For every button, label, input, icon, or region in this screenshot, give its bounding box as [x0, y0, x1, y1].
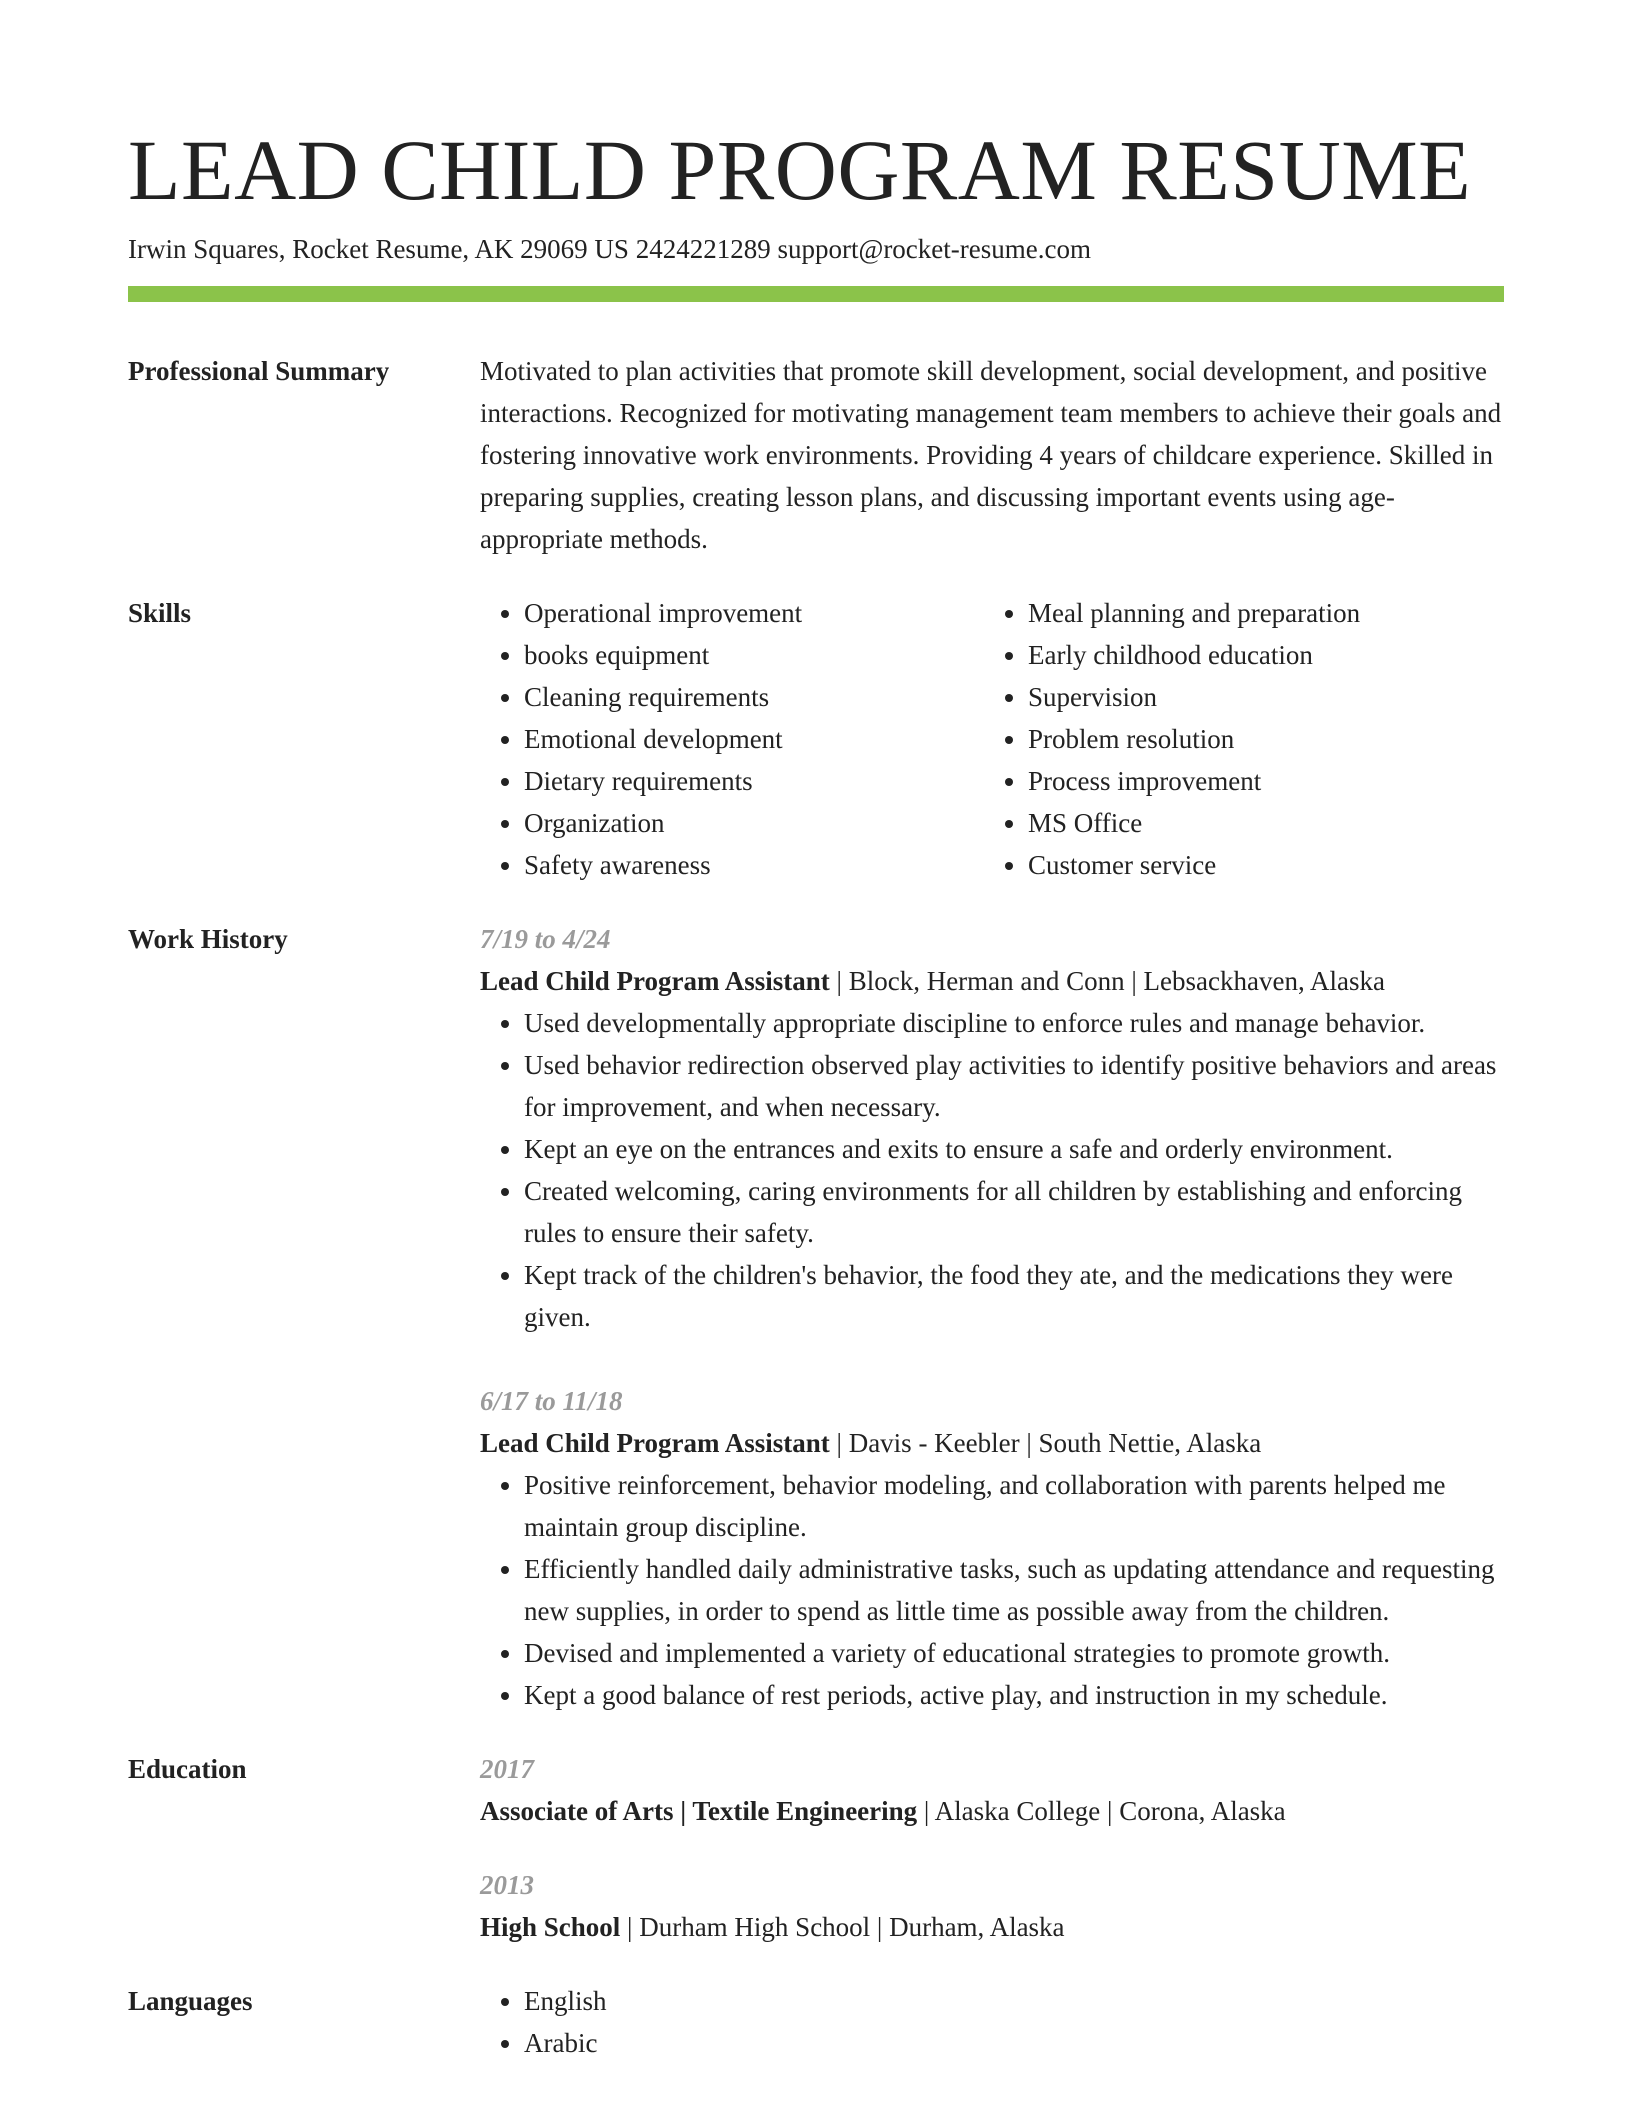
job-title: Lead Child Program Assistant — [480, 1428, 830, 1458]
job-entry — [480, 1380, 1504, 1716]
education-year: 2017 — [480, 1754, 534, 1784]
education-degree: Associate of Arts | Textile Engineering — [480, 1796, 918, 1826]
skill-item: • Customer service — [1028, 844, 1488, 886]
job-entry — [480, 918, 1504, 1338]
skill-item: • MS Office — [1028, 802, 1488, 844]
skill-item: • Organization — [524, 802, 984, 844]
education-details: | Alaska College | Corona, Alaska — [917, 1796, 1286, 1826]
skills-column-left — [480, 592, 984, 886]
job-bullet: • Devised and implemented a variety of educational strategies to promote growth. — [524, 1632, 1504, 1674]
languages-label: Languages — [128, 1986, 253, 2016]
education-label: Education — [128, 1754, 247, 1784]
skill-item: • Emotional development — [524, 718, 984, 760]
education-section — [128, 1748, 1504, 1948]
education-heading — [480, 1906, 1504, 1948]
summary-label: Professional Summary — [128, 356, 390, 386]
languages-body — [480, 1980, 1504, 2064]
job-bullet: • Kept track of the children's behavior, the food they ate, and the medications they were given. — [524, 1254, 1504, 1338]
job-bullet: • Positive reinforcement, behavior modeling, and collaboration with parents helped me maintain group discipline. — [524, 1464, 1504, 1548]
work-history-section — [128, 918, 1504, 1716]
skill-item: • Supervision — [1028, 676, 1488, 718]
skill-item: • Safety awareness — [524, 844, 984, 886]
skill-item: • Early childhood education — [1028, 634, 1488, 676]
accent-divider — [128, 286, 1504, 302]
contact-line: Irwin Squares, Rocket Resume, AK 29069 US 2424221289 support@rocket-resume.com — [128, 234, 1091, 264]
skill-item: • Problem resolution — [1028, 718, 1488, 760]
skills-label: Skills — [128, 598, 192, 628]
language-item: • Arabic — [524, 2022, 1504, 2064]
skills-grid — [480, 592, 1504, 886]
language-item: • English — [524, 1980, 1504, 2022]
education-year: 2013 — [480, 1870, 534, 1900]
job-bullet: • Kept a good balance of rest periods, active play, and instruction in my schedule. — [524, 1674, 1504, 1716]
summary-body — [480, 350, 1504, 560]
job-details: | Davis - Keebler | South Nettie, Alaska — [829, 1428, 1262, 1458]
job-bullets — [480, 1002, 1504, 1338]
languages-list — [480, 1980, 1504, 2064]
skill-item: • Cleaning requirements — [524, 676, 984, 718]
job-bullets — [480, 1464, 1504, 1716]
summary-section — [128, 350, 1504, 560]
summary-text: Motivated to plan activities that promote skill development, social development, and positive interactions. Recognized for motivating management team members to achieve their goals and fostering innovative work environments. Providing 4 years of childcare experience. Skilled in preparing supplies, creating lesson plans, and discussing important events using age-appropriate methods. — [480, 356, 1502, 554]
education-degree: High School — [480, 1912, 621, 1942]
job-dates: 7/19 to 4/24 — [480, 924, 611, 954]
skill-item: • Operational improvement — [524, 592, 984, 634]
skill-item: • Dietary requirements — [524, 760, 984, 802]
work-history-body — [480, 918, 1504, 1716]
job-bullet: • Used developmentally appropriate discipline to enforce rules and manage behavior. — [524, 1002, 1504, 1044]
education-body — [480, 1748, 1504, 1948]
education-entry — [480, 1748, 1504, 1832]
skills-column-right — [984, 592, 1488, 886]
resume-title: LEAD CHILD PROGRAM RESUME — [128, 122, 1472, 218]
education-details: | Durham High School | Durham, Alaska — [620, 1912, 1065, 1942]
job-heading — [480, 960, 1504, 1002]
skill-item: • books equipment — [524, 634, 984, 676]
education-entry — [480, 1864, 1504, 1948]
job-dates: 6/17 to 11/18 — [480, 1386, 623, 1416]
job-bullet: • Kept an eye on the entrances and exits to ensure a safe and orderly environment. — [524, 1128, 1504, 1170]
job-title: Lead Child Program Assistant — [480, 966, 830, 996]
job-details: | Block, Herman and Conn | Lebsackhaven, Alaska — [829, 966, 1385, 996]
job-bullet: • Efficiently handled daily administrative tasks, such as updating attendance and requesting new supplies, in order to spend as little time as possible away from the children. — [524, 1548, 1504, 1632]
skill-item: • Process improvement — [1028, 760, 1488, 802]
job-heading — [480, 1422, 1504, 1464]
resume-sections — [128, 350, 1504, 2064]
work-history-label: Work History — [128, 924, 288, 954]
education-heading — [480, 1790, 1504, 1832]
skills-section — [128, 592, 1504, 886]
skills-body — [480, 592, 1504, 886]
languages-section — [128, 1980, 1504, 2064]
job-bullet: • Created welcoming, caring environments for all children by establishing and enforcing rules to ensure their safety. — [524, 1170, 1504, 1254]
job-bullet: • Used behavior redirection observed play activities to identify positive behaviors and areas for improvement, and when necessary. — [524, 1044, 1504, 1128]
skill-item: • Meal planning and preparation — [1028, 592, 1488, 634]
